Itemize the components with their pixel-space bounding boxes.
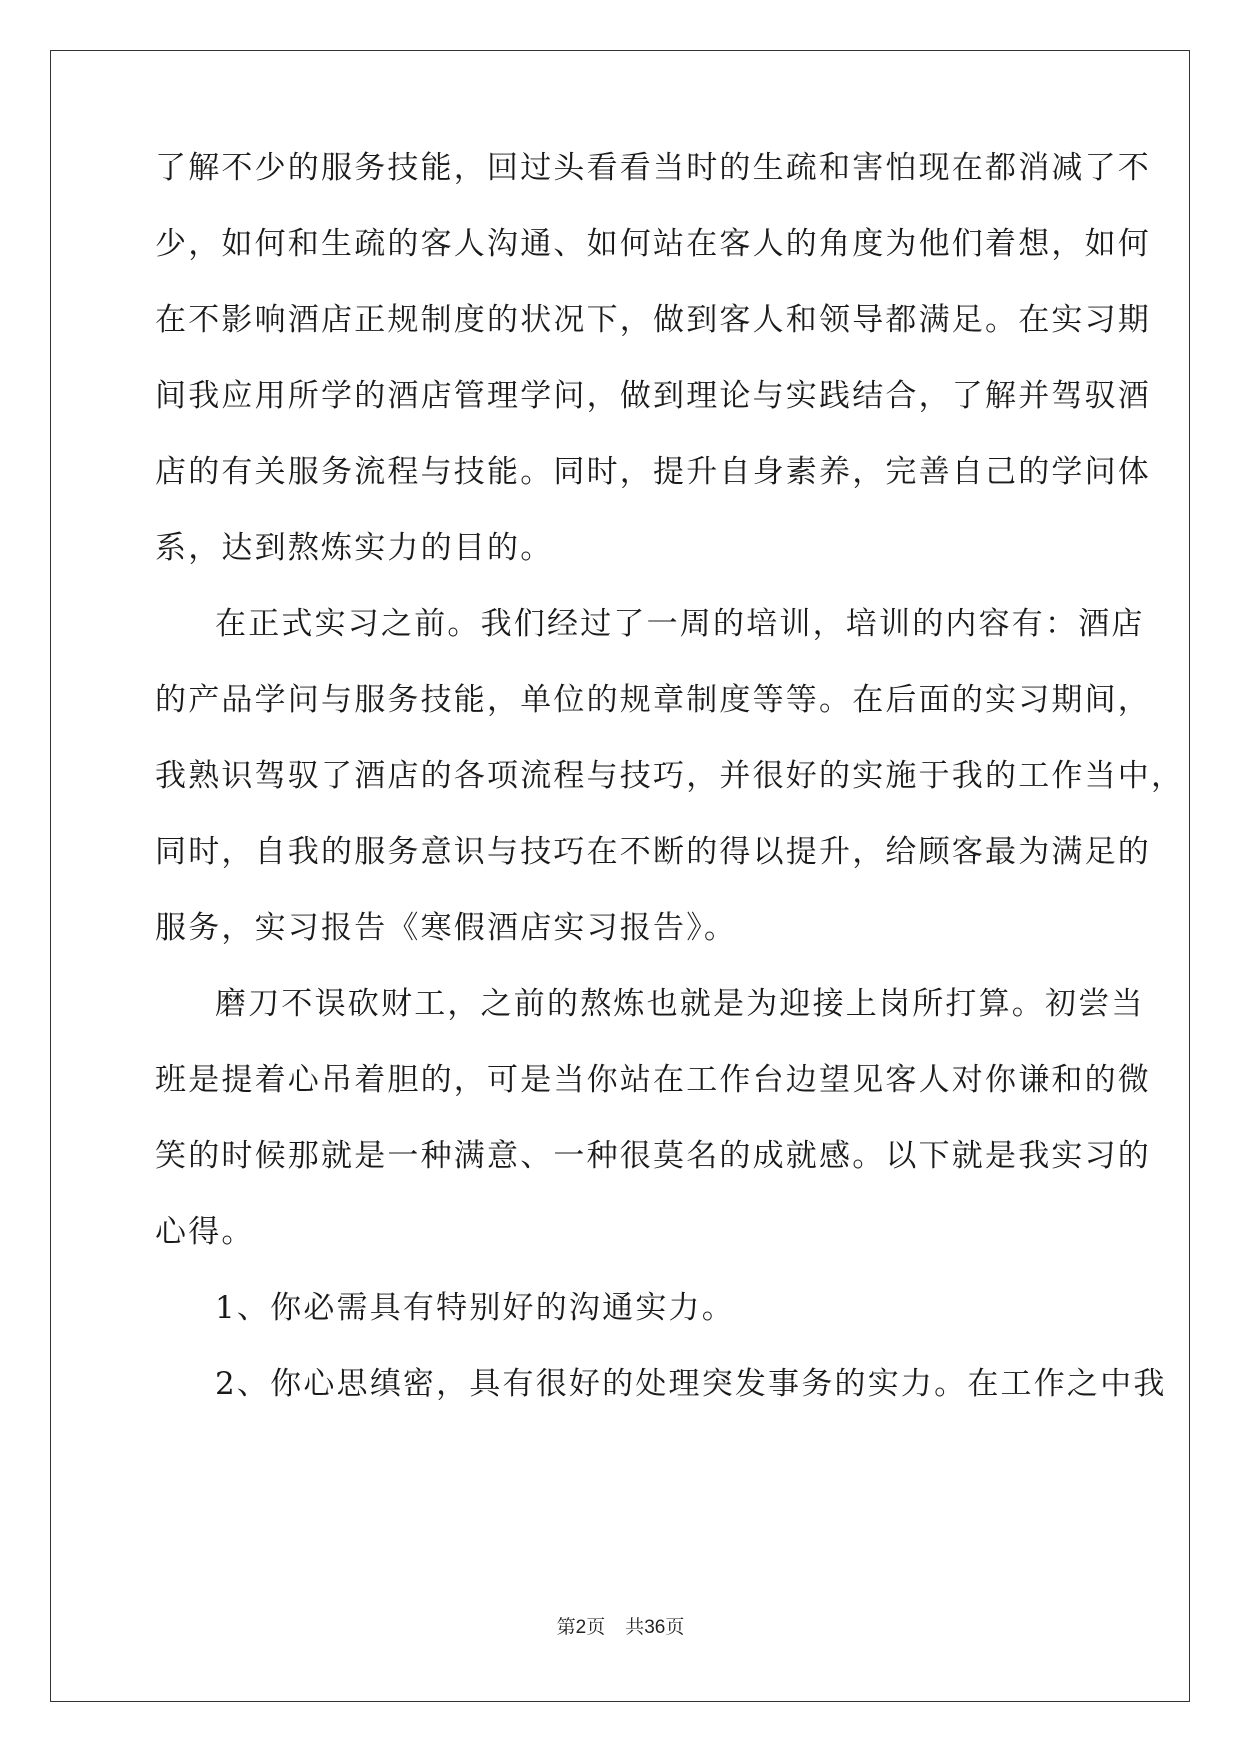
page-footer <box>0 1615 1241 1640</box>
text-line: 系，达到熬炼实力的目的。 <box>155 530 554 566</box>
text-line: 笑的时候那就是一种满意、一种很莫名的成就感。以下就是我实习的 <box>155 1138 1151 1174</box>
total-unit: 页 <box>665 1616 685 1638</box>
text-line: 间我应用所学的酒店管理学问，做到理论与实践结合，了解并驾驭酒 <box>155 378 1151 414</box>
text-line: 少，如何和生疏的客人沟通、如何站在客人的角度为他们着想，如何 <box>155 226 1151 262</box>
text-line: 同时，自我的服务意识与技巧在不断的得以提升，给顾客最为满足的 <box>155 834 1151 870</box>
page-border <box>50 50 1190 1702</box>
page-unit: 页 <box>586 1616 606 1638</box>
text-line: 在不影响酒店正规制度的状况下，做到客人和领导都满足。在实习期 <box>155 302 1151 338</box>
total-pages: 36 <box>644 1617 666 1638</box>
text-line: 店的有关服务流程与技能。同时，提升自身素养，完善自己的学问体 <box>155 454 1151 490</box>
text-line: 的产品学问与服务技能，单位的规章制度等等。在后面的实习期间， <box>155 682 1151 718</box>
list-item: 2、你心思缜密，具有很好的处理突发事务的实力。在工作之中我 <box>215 1366 1167 1402</box>
text-line: 班是提着心吊着胆的，可是当你站在工作台边望见客人对你谦和的微 <box>155 1062 1151 1098</box>
page-prefix: 第 <box>556 1616 576 1638</box>
page-number: 2 <box>575 1617 587 1638</box>
text-line: 心得。 <box>155 1214 255 1250</box>
text-line: 我熟识驾驭了酒店的各项流程与技巧，并很好的实施于我的工作当中， <box>155 758 1185 794</box>
paragraph-first-line: 磨刀不误砍财工，之前的熬炼也就是为迎接上岗所打算。初尝当 <box>215 986 1145 1022</box>
list-item: 1、你必需具有特别好的沟通实力。 <box>215 1290 735 1326</box>
total-prefix: 共 <box>625 1616 645 1638</box>
text-line: 服务，实习报告《寒假酒店实习报告》。 <box>155 910 738 946</box>
text-line: 了解不少的服务技能，回过头看看当时的生疏和害怕现在都消减了不 <box>155 150 1151 186</box>
paragraph-first-line: 在正式实习之前。我们经过了一周的培训，培训的内容有：酒店 <box>215 606 1145 642</box>
